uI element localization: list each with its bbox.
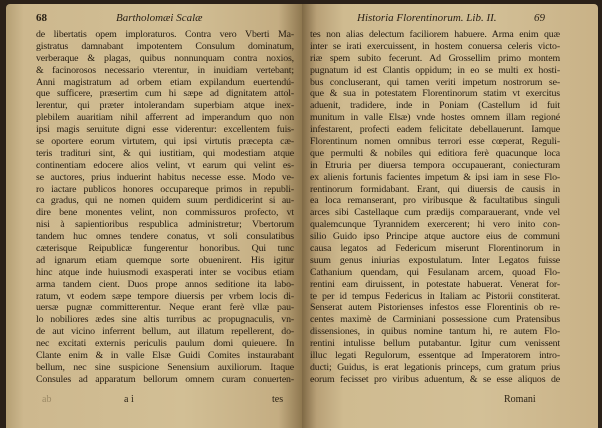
text-line: munitum in valle Elsæ) vnde hostes omnem illam regioné	[310, 112, 560, 124]
text-line: Senserat autem Pistorienses infestos esse Florentinis ob re-	[310, 302, 560, 314]
text-line: illuc legati Regulorum, essentque ad Imperatorem intro-	[310, 350, 560, 362]
text-block	[310, 29, 560, 386]
running-head: Bartholomæi Scalæ	[116, 12, 203, 24]
text-line: lerentur, qui præter intolerandam superbiam atque inex-	[36, 100, 294, 112]
text-line: teris tradituri sint, & qui iustitiam, qui modestiam atque	[36, 147, 294, 159]
right-page	[302, 4, 598, 428]
text-line: rentini intulisse bellum putabantur. Igitur cum venissent	[310, 338, 560, 350]
text-line: bellum, nec sine suspicione Senensium auxiliorum. Itaque	[36, 361, 294, 373]
text-line: de libertatis opem imploraturos. Contra vero Vberti Ma-	[36, 29, 294, 40]
text-line: causa legatos ad Federicum miserunt Florentinorum in	[310, 243, 560, 255]
text-line: ca gradus, qui ne nomen quidem suum perdidicerint si au-	[36, 195, 294, 207]
text-line: ratum, vt eodem sæpe tempore diuersis per vrbem locis di-	[36, 290, 294, 302]
page-number: 69	[534, 12, 545, 24]
text-line: riæ spem subito fecerunt. Ad Grossellim primo montem	[310, 52, 560, 64]
text-line: que permulti & nobiles qui editiora ferè quacunque loca	[310, 147, 560, 159]
text-line: qualemcunque Tyrannidem exercerent; hi vero inito con-	[310, 219, 560, 231]
text-line: lo nobiliores ædes sine altis turribus ac propugnaculis, vn-	[36, 314, 294, 326]
text-line: se oportere eorum virtutem, qui ipsi virtutis præcepta cæ-	[36, 136, 294, 148]
text-line: ad ignarum etiam quemque sorte obuenirent. His igitur	[36, 254, 294, 266]
text-line: gistratus damnabant impotentem Consulum dominatum,	[36, 40, 294, 52]
text-line: rentinorum formidabant. Erant, qui diuersis de causis in	[310, 183, 560, 195]
catchword: tes	[272, 394, 284, 405]
footer-mark: ab	[42, 394, 52, 405]
text-line: dissensiones, in quibus nomine tantum hi, re autem Flo-	[310, 326, 560, 338]
text-line: verberaque & plagas, quibus nonnunquam contra noxios,	[36, 52, 294, 64]
catchword: Romani	[504, 394, 536, 405]
text-line: Anni magistratum ad orbem etiam expilandum euertendú-	[36, 76, 294, 88]
left-page	[6, 4, 302, 428]
text-line: nisi à sapientioribus respublica administretur; Vbertorum	[36, 219, 294, 231]
text-line: inter se irati exercuissent, in hostem conuersa celeris victo-	[310, 40, 560, 52]
text-line: se auctores, prius induerint habitus necesse esse. Modo ve-	[36, 171, 294, 183]
text-line: in Etruria per diuersa tempora occupauerant, coniecturam	[310, 159, 560, 171]
text-line: hinc atque inde huiusmodi exasperati inter se vocibus etiam	[36, 266, 294, 278]
text-line: que sufficere, præsertim cum hi sæpe ad dignitatem attol-	[36, 88, 294, 100]
text-line: suum genus iniurias expostulatum. Inter Legatos fuisse	[310, 254, 560, 266]
running-head: Historia Florentinorum. Lib. II.	[357, 12, 497, 24]
text-line: aduenit, tradidere, inde in Poniam (Castellum id fuit	[310, 100, 560, 112]
text-line: Florentinum nomen omnibus terrori esse cœperat, Reguli-	[310, 136, 560, 148]
signature-mark: a i	[124, 394, 134, 405]
text-line: arces sibi Castellaque cum prædijs comparauerant, vnde vel	[310, 207, 560, 219]
text-line: ex alienis fortunis facientes impetum & ipsi iam in sese Flo-	[310, 171, 560, 183]
text-line: nec excitati externis periculis paulum domi quieuere. In	[36, 338, 294, 350]
text-line: uersæ pugnæ committerentur. Neque erant ferè vllæ pau-	[36, 302, 294, 314]
text-line: cæterisque Reipublicæ fungerentur honoribus. Qui tunc	[36, 243, 294, 255]
text-line: te per id tempus Federicus in Italiam ac Pistorii constiterat.	[310, 290, 560, 302]
text-line: rentini eam diruissent, in potestate habuerat. Venerat for-	[310, 278, 560, 290]
text-line: ducti; Guidus, is erat legationis princeps, cum gratum prius	[310, 361, 560, 373]
text-line: Consules ad apparatum bellorum omnem curam conuerten-	[36, 373, 294, 385]
text-line: eorum fecisset pro viribus aduentum, & se esse aliquos de	[310, 373, 560, 385]
text-line: dire bene monentes velint, non commissuros profecto, vt	[36, 207, 294, 219]
text-line: silio Guido ipso Principe atque auctore eius de communi	[310, 231, 560, 243]
text-line: pugnatum id est Clantis oppidum; in eo se multi ex hosti-	[310, 64, 560, 76]
page-number: 68	[36, 12, 47, 24]
text-line: tandem huc omnes tendere conatus, vt soli consulatibus	[36, 231, 294, 243]
text-line: centes maximè de Carminiani possessione cum Pratensibus	[310, 314, 560, 326]
text-line: ea loca remanserant, pro viribusque & facultatibus singuli	[310, 195, 560, 207]
text-line: bus concluserant, qui tamen veriti impetum nostrorum se-	[310, 76, 560, 88]
text-line: ro iactare publicos honores occupareque primos in republi-	[36, 183, 294, 195]
text-line: Cathanium quendam, qui Fesulanam arcem, quoad Flo-	[310, 266, 560, 278]
text-line: infestarent, profecti eadem felicitate debellauerunt. Iamque	[310, 124, 560, 136]
text-line: ipsi magis seruitute digni esse viderentur: excellentem fuis-	[36, 124, 294, 136]
text-line: tes non alias delectum faciliorem habuere. Arma enim quæ	[310, 29, 560, 40]
text-line: continentiam edocere alios velint, vt earum qui velint es-	[36, 159, 294, 171]
text-line: & facinorosos necessario vterentur, in inuidiam vertebant;	[36, 64, 294, 76]
text-line: Clante enim & in valle Elsæ Guidi Comites instaurabant	[36, 350, 294, 362]
text-line: que & sua in potestatem Florentinorum statim vt exercitus	[310, 88, 560, 100]
text-block	[36, 29, 294, 386]
text-line: arma tandem cient. Duos prope annos seditione ita labo-	[36, 278, 294, 290]
text-line: plebilem auaritiam nihil afferrent ad imperandum quo non	[36, 112, 294, 124]
text-line: de aut vicino inferrent bellum, aut illatum repellerent, do-	[36, 326, 294, 338]
